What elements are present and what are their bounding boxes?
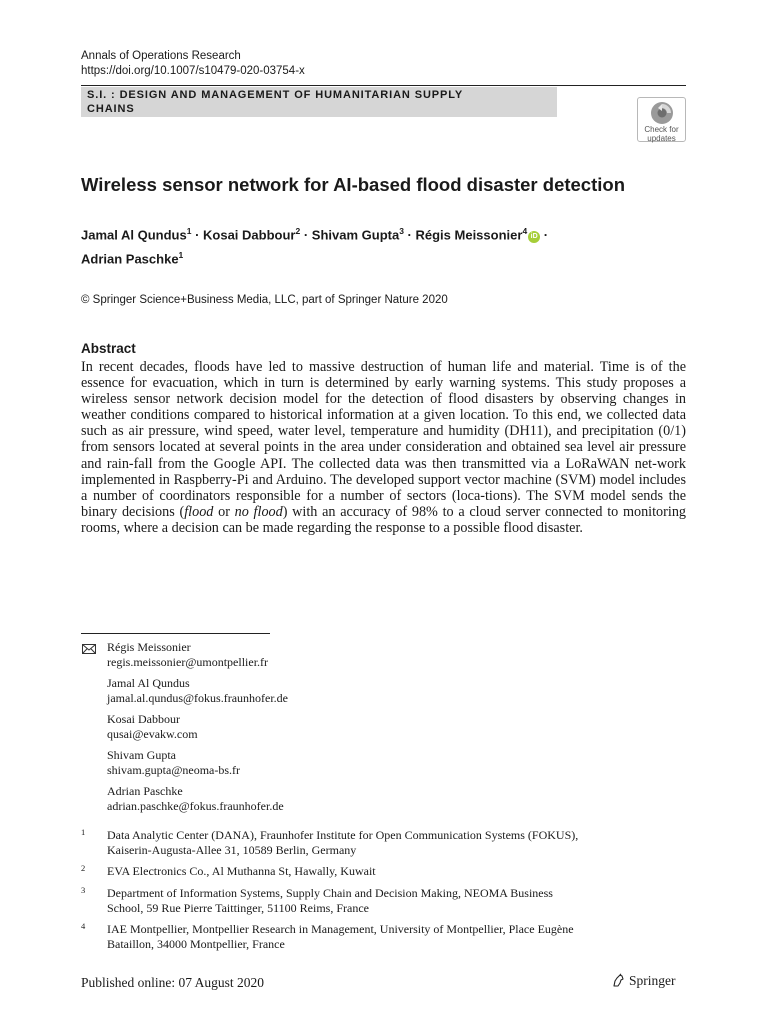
abstract-text-part: ) with an accuracy of 98% to a cloud server connected to monitoring rooms, where a decision can be made regarding the response to a possible flood disaster. xyxy=(81,503,687,536)
contact-name: Jamal Al Qundus xyxy=(107,676,190,690)
envelope-icon xyxy=(82,644,96,654)
affiliation-line: Bataillon, 34000 Montpellier, France xyxy=(107,937,285,951)
footnote-rule xyxy=(81,633,270,634)
affiliation-line: School, 59 Rue Pierre Taittinger, 51100 Reims, France xyxy=(107,901,369,915)
check-updates-line-2: updates xyxy=(647,134,676,143)
abstract-heading: Abstract xyxy=(81,341,136,356)
author-separator: · xyxy=(191,227,204,243)
affiliation-number: 2 xyxy=(81,863,86,873)
header-rule xyxy=(81,85,686,86)
section-line-2: CHAINS xyxy=(87,103,135,115)
copyright-notice: © Springer Science+Business Media, LLC, part of Springer Nature 2020 xyxy=(81,294,448,306)
special-issue-banner xyxy=(81,87,557,117)
springer-horse-icon xyxy=(611,973,626,988)
journal-name: Annals of Operations Research xyxy=(81,50,241,62)
published-date: Published online: 07 August 2020 xyxy=(81,975,265,990)
orcid-icon[interactable]: iD xyxy=(528,231,540,243)
contact-email[interactable]: shivam.gupta@neoma-bs.fr xyxy=(107,762,241,777)
affiliation-number: 3 xyxy=(81,885,86,895)
author-name[interactable]: Shivam Gupta xyxy=(311,227,400,243)
affiliation-line: Department of Information Systems, Supply Chain and Decision Making, NEOMA Business xyxy=(107,886,553,900)
affiliation-number: 4 xyxy=(81,921,86,931)
contact-email[interactable]: regis.meissonier@umontpellier.fr xyxy=(107,654,269,669)
author-list xyxy=(81,221,641,270)
author-affiliation-mark: 1 xyxy=(178,250,184,261)
affiliation-line: Data Analytic Center (DANA), Fraunhofer Institute for Open Communication Systems (FOKUS), xyxy=(107,828,579,842)
abstract-text-part: or xyxy=(213,503,235,520)
contact-name: Adrian Paschke xyxy=(107,784,183,798)
author-affiliation-mark: 2 xyxy=(295,226,301,236)
affiliation-number: 1 xyxy=(81,827,86,837)
check-updates-icon xyxy=(649,101,675,125)
check-updates-line-1: Check for xyxy=(644,125,679,134)
abstract-emphasis-no-flood: no flood xyxy=(234,503,283,520)
author-name[interactable]: Jamal Al Qundus xyxy=(81,227,187,243)
abstract-emphasis-flood: flood xyxy=(184,503,214,520)
contact-entry xyxy=(107,640,268,669)
author-separator: · xyxy=(403,227,416,243)
author-name[interactable]: Kosai Dabbour xyxy=(203,227,296,243)
check-for-updates-badge[interactable] xyxy=(637,97,686,142)
contact-email[interactable]: adrian.paschke@fokus.fraunhofer.de xyxy=(107,798,284,813)
abstract-text xyxy=(81,359,686,536)
contact-name: Kosai Dabbour xyxy=(107,712,180,726)
contact-email[interactable]: jamal.al.qundus@fokus.fraunhofer.de xyxy=(107,690,289,705)
author-name[interactable]: Adrian Paschke xyxy=(81,251,179,267)
contact-entry xyxy=(107,676,288,705)
contact-entry xyxy=(107,748,240,777)
author-separator: · xyxy=(540,227,549,243)
author-affiliation-mark: 1 xyxy=(186,226,192,236)
contact-entry xyxy=(107,784,284,813)
author-affiliation-mark: 4 xyxy=(522,226,528,236)
affiliation-line: Kaiserin-Augusta-Allee 31, 10589 Berlin, Germany xyxy=(107,843,357,857)
contact-entry xyxy=(107,712,198,741)
abstract-text-part: In recent decades, floods have led to massive destruction of human life and material. Time is of the essence for evacuation, which in turn is determined by early warning systems. This study proposes a wireless sensor network decision model for the detection of flood disasters by observing changes in weather conditions compared to historical information at a given location. To this end, we collected data such as air pressure, wind speed, water level, temperature and humidity (DH11), and precipitation (0/1) from sensors located at several points in the area under consideration and obtained sea level air pressure and rain-fall from the Google API. The collected data was then transmitted via a LoRaWAN net-work implemented in Raspberry-Pi and Arduino. The developed support vector machine (SVM) model includes a number of coordinators responsible for a number of sectors (loca-tions). The SVM model sends the binary decisions ( xyxy=(81,359,686,520)
doi-link[interactable]: https://doi.org/10.1007/s10479-020-03754-x xyxy=(81,65,305,77)
author-separator: · xyxy=(300,227,312,243)
contact-email[interactable]: qusai@evakw.com xyxy=(107,726,198,741)
publisher-name: Springer xyxy=(629,973,676,988)
journal-header xyxy=(81,49,305,79)
contact-name: Régis Meissonier xyxy=(107,640,191,654)
publisher-logo xyxy=(611,973,676,989)
affiliation-line: EVA Electronics Co., Al Muthanna St, Hawally, Kuwait xyxy=(107,864,376,878)
paper-title: Wireless sensor network for AI-based flood disaster detection xyxy=(81,174,625,195)
section-line-1: S.I. : DESIGN AND MANAGEMENT OF HUMANITARIAN SUPPLY xyxy=(87,89,464,101)
author-name[interactable]: Régis Meissonier xyxy=(415,227,523,243)
author-affiliation-mark: 3 xyxy=(399,226,404,236)
contact-name: Shivam Gupta xyxy=(107,748,176,762)
affiliation-line: IAE Montpellier, Montpellier Research in Management, University of Montpellier, Place Eugène xyxy=(107,922,574,936)
